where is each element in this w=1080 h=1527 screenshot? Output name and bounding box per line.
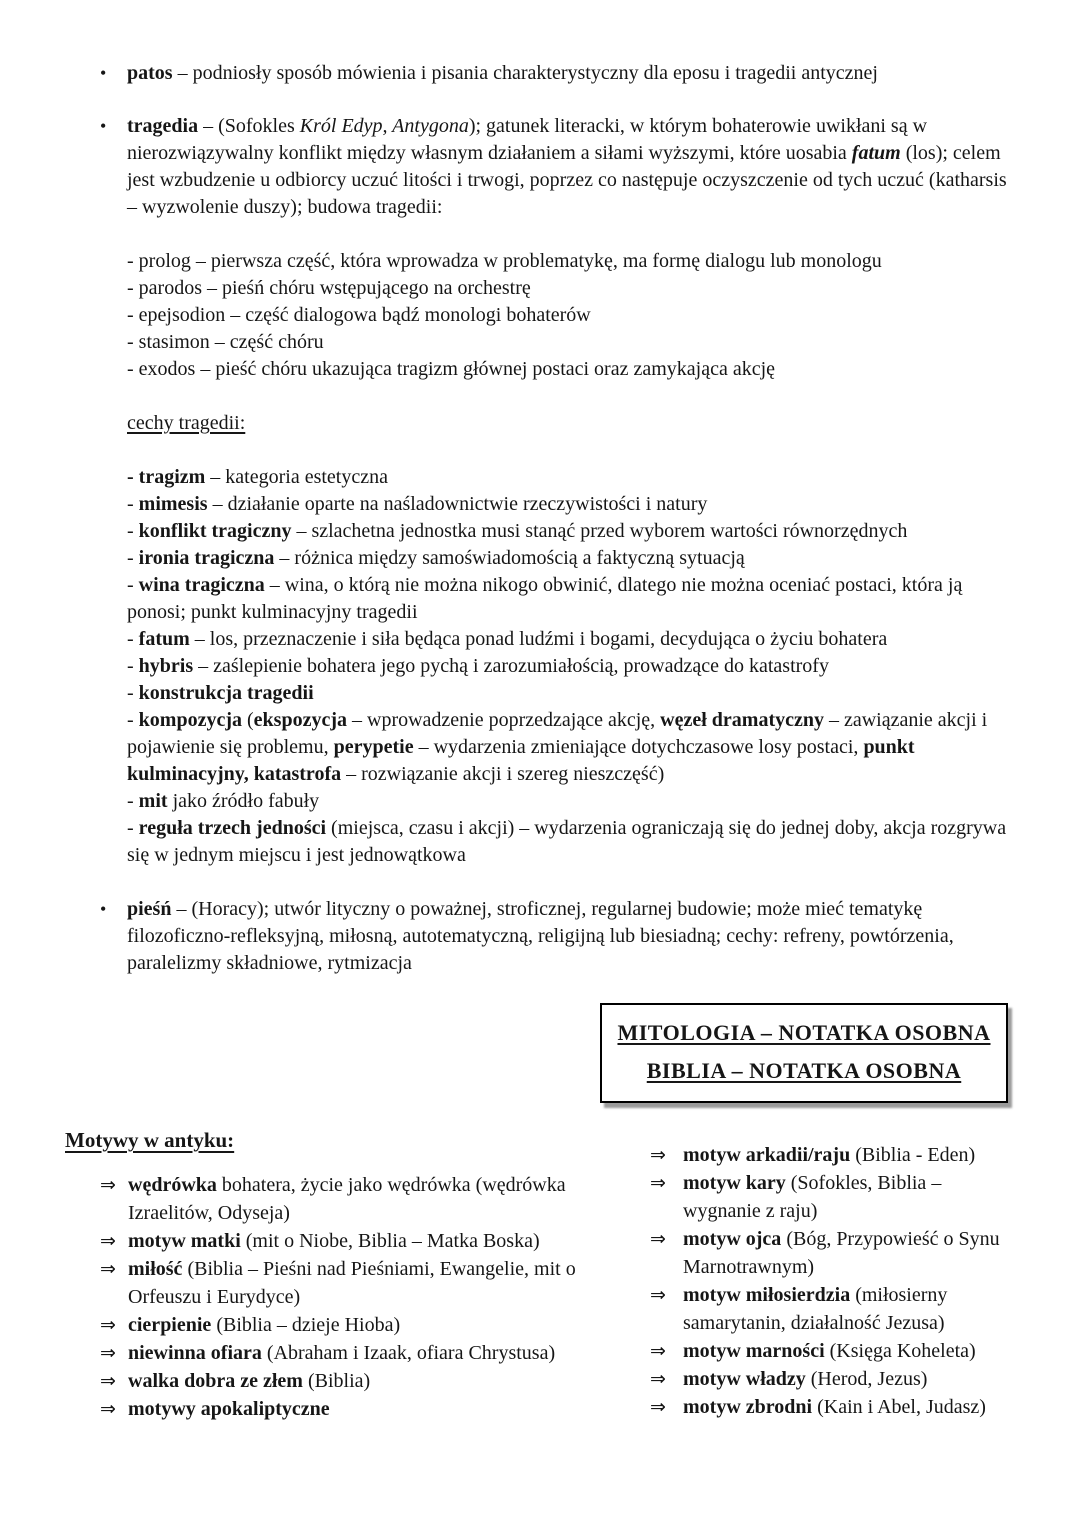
note-box-line-biblia: BIBLIA – NOTATKA OSOBNA <box>646 1058 962 1083</box>
motif-list-item <box>65 1171 585 1227</box>
motywy-w-antyku-heading: Motywy w antyku: <box>65 1128 235 1152</box>
double-arrow-icon: ⇒ <box>650 1144 666 1166</box>
double-arrow-icon: ⇒ <box>100 1370 116 1392</box>
motif-list-item <box>65 1311 585 1339</box>
motifs-right-column <box>650 1141 1013 1423</box>
double-arrow-icon: ⇒ <box>100 1314 116 1336</box>
double-arrow-icon: ⇒ <box>100 1258 116 1280</box>
double-arrow-icon: ⇒ <box>650 1228 666 1250</box>
motif-list-item <box>650 1281 1013 1337</box>
dash-list-item: - fatum – los, przeznaczenie i siła będąca ponad ludźmi i bogami, decydująca o życiu bohatera <box>127 628 888 650</box>
dash-list-item: - konstrukcja tragedii <box>127 682 314 704</box>
motif-list-item <box>650 1225 1013 1281</box>
budowa-tragedii-list <box>127 248 1013 383</box>
motif-text: cierpienie (Biblia – dzieje Hioba) <box>128 1314 401 1336</box>
dash-list-item: - stasimon – część chóru <box>127 331 324 353</box>
bullet-icon: • <box>100 63 107 83</box>
note-box <box>600 1003 1008 1103</box>
motif-text: wędrówka bohatera, życie jako wędrówka (wędrówka Izraelitów, Odyseja) <box>128 1174 566 1224</box>
double-arrow-icon: ⇒ <box>100 1230 116 1252</box>
dash-list-item: - hybris – zaślepienie bohatera jego pychą i zarozumiałością, prowadzące do katastrofy <box>127 655 829 677</box>
dash-list-item: - parodos – pieśń chóru wstępującego na orchestrę <box>127 277 531 299</box>
dash-list-item: - mimesis – działanie oparte na naśladownictwie rzeczywistości i natury <box>127 493 708 515</box>
motif-text: motyw władzy (Herod, Jezus) <box>683 1368 928 1390</box>
bullet-item-tragedia <box>65 113 1013 221</box>
dash-list-item: - prolog – pierwsza część, która wprowadza w problematykę, ma formę dialogu lub monologu <box>127 250 882 272</box>
motif-list-item <box>65 1255 585 1311</box>
dash-list-item: - ironia tragiczna – różnica między samoświadomością a faktyczną sytuacją <box>127 547 745 569</box>
motif-text: motyw marności (Księga Koheleta) <box>683 1340 976 1362</box>
double-arrow-icon: ⇒ <box>100 1342 116 1364</box>
motif-text: motyw arkadii/raju (Biblia - Eden) <box>683 1144 976 1166</box>
double-arrow-icon: ⇒ <box>650 1368 666 1390</box>
motif-text: motyw zbrodni (Kain i Abel, Judasz) <box>683 1396 986 1418</box>
dash-list-item: - mit jako źródło fabuły <box>127 790 320 812</box>
double-arrow-icon: ⇒ <box>650 1340 666 1362</box>
double-arrow-icon: ⇒ <box>650 1172 666 1194</box>
motifs-left-list <box>65 1171 585 1423</box>
motif-list-item <box>65 1367 585 1395</box>
motif-text: motyw kary (Sofokles, Biblia – wygnanie z raju) <box>683 1172 942 1222</box>
motif-text: motyw matki (mit o Niobe, Biblia – Matka Boska) <box>128 1230 540 1252</box>
double-arrow-icon: ⇒ <box>650 1284 666 1306</box>
motif-text: motywy apokaliptyczne <box>128 1398 330 1420</box>
motifs-columns <box>65 1127 1013 1423</box>
dash-list-item: - epejsodion – część dialogowa bądź monologi bohaterów <box>127 304 591 326</box>
paragraph-tragedia: tragedia – (Sofokles Król Edyp, Antygona); gatunek literacki, w którym bohaterowie uwikłani są w nierozwiązywalny konflikt między własnym działaniem a siłami wyższymi, które uosabia fatum (los); celem jest wzbudzenie u odbiorcy uczuć litości i trwogi, poprzez co następuje oczyszczenie od tych uczuć (katharsis – wyzwolenie duszy); budowa tragedii: <box>127 115 1007 218</box>
dash-list-item: - kompozycja (ekspozycja – wprowadzenie poprzedzające akcję, węzeł dramatyczny – zawiązanie akcji i pojawienie się problemu, perypetie – wydarzenia zmieniające dotychczasowe losy postaci, punkt kulminacyjny, katastrofa – rozwiązanie akcji i szereg nieszczęść) <box>127 709 988 785</box>
dash-list-item: - exodos – pieść chóru ukazująca tragizm głównej postaci oraz zamykająca akcję <box>127 358 776 380</box>
motif-list-item <box>65 1227 585 1255</box>
paragraph-patos: patos – podniosły sposób mówienia i pisania charakterystyczny dla eposu i tragedii antycznej <box>127 62 878 84</box>
motif-list-item <box>650 1141 1013 1169</box>
double-arrow-icon: ⇒ <box>100 1398 116 1420</box>
motif-text: motyw miłosierdzia (miłosierny samarytanin, działalność Jezusa) <box>683 1284 948 1334</box>
motif-list-item <box>650 1337 1013 1365</box>
motif-text: walka dobra ze złem (Biblia) <box>128 1370 371 1392</box>
dash-list-item: - reguła trzech jedności (miejsca, czasu i akcji) – wydarzenia ograniczają się do jednej doby, akcja rozgrywa się w jednym miejscu i jest jednowątkowa <box>127 817 1007 866</box>
motif-text: niewinna ofiara (Abraham i Izaak, ofiara Chrystusa) <box>128 1342 556 1364</box>
bullet-item-patos <box>65 60 1013 87</box>
cechy-tragedii-heading: cechy tragedii: <box>127 412 246 434</box>
motif-text: motyw ojca (Bóg, Przypowieść o Synu Marnotrawnym) <box>683 1228 1000 1278</box>
motifs-right-list <box>650 1141 1013 1421</box>
double-arrow-icon: ⇒ <box>650 1396 666 1418</box>
motifs-left-column <box>65 1127 585 1423</box>
dash-list-item: - konflikt tragiczny – szlachetna jednostka musi stanąć przed wyborem wartości równorzędnych <box>127 520 908 542</box>
cechy-tragedii-list <box>127 464 1013 869</box>
double-arrow-icon: ⇒ <box>100 1174 116 1196</box>
paragraph-piesn: pieśń – (Horacy); utwór lityczny o poważnej, stroficznej, regularnej budowie; może mieć tematykę filozoficzno-refleksyjną, miłosną, autotematyczną, religijną lub biesiadną; cechy: refreny, powtórzenia, paralelizmy składniowe, rytmizacja <box>127 898 954 974</box>
motif-list-item <box>650 1393 1013 1421</box>
motif-list-item <box>650 1365 1013 1393</box>
motif-list-item <box>65 1395 585 1423</box>
note-box-line-mitologia: MITOLOGIA – NOTATKA OSOBNA <box>617 1020 991 1045</box>
dash-list-item: - wina tragiczna – wina, o którą nie można nikogo obwinić, dlatego nie można oceniać postaci, która ją ponosi; punkt kulminacyjny tragedii <box>127 574 963 623</box>
motif-list-item <box>65 1339 585 1367</box>
motif-list-item <box>650 1169 1013 1225</box>
bullet-icon: • <box>100 116 107 136</box>
bullet-icon: • <box>100 899 107 919</box>
dash-list-item: - tragizm – kategoria estetyczna <box>127 466 388 488</box>
bullet-item-piesn <box>65 896 1013 977</box>
motif-text: miłość (Biblia – Pieśni nad Pieśniami, Ewangelie, mit o Orfeuszu i Eurydyce) <box>128 1258 576 1308</box>
